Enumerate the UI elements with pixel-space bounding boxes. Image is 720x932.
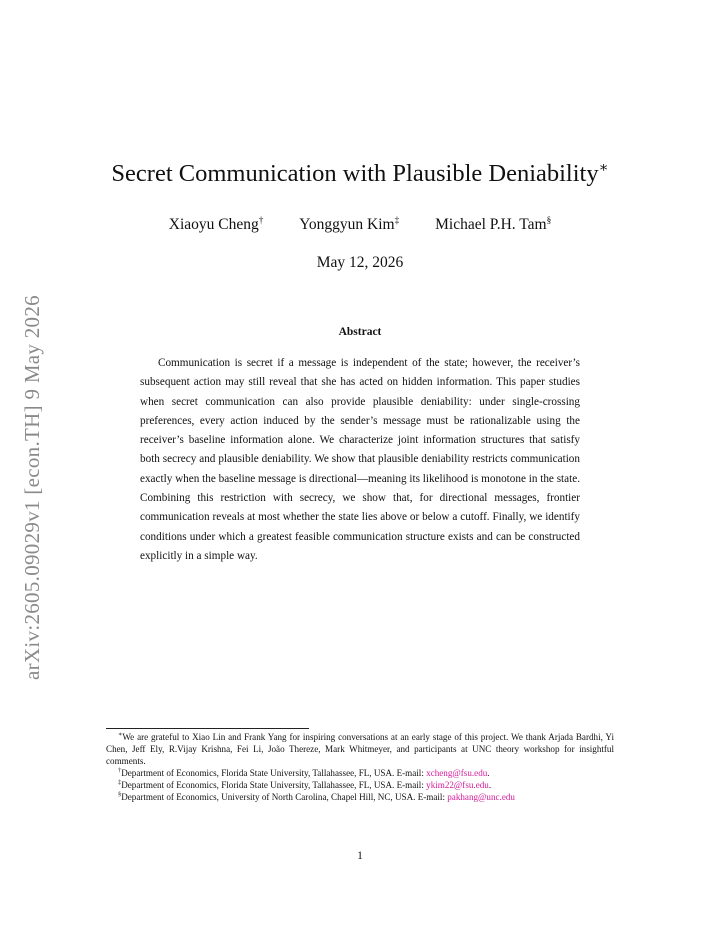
footnote-mark: ∗ <box>118 730 123 738</box>
paper-title <box>0 160 720 188</box>
arxiv-identifier: arXiv:2605.09029v1 [econ.TH] 9 May 2026 <box>20 295 44 680</box>
footnote-text: Department of Economics, Florida State University, Tallahassee, FL, USA. E-mail: <box>121 780 427 790</box>
footnote-mark: † <box>118 766 122 774</box>
author-footnote-mark: ‡ <box>394 215 400 226</box>
page-number: 1 <box>357 850 363 862</box>
footnote-end: . <box>487 768 490 778</box>
author-tam <box>435 216 551 233</box>
author-footnote-mark: † <box>258 215 264 226</box>
abstract-heading: Abstract <box>338 326 382 338</box>
author-name: Michael P.H. Tam <box>435 216 547 233</box>
email-link[interactable]: pakhang@unc.edu <box>447 792 515 802</box>
footnote-text: We are grateful to Xiao Lin and Frank Yang for inspiring conversations at an early stage of this project. We thank Arjada Bardhi, Yi Chen, Jeff Ely, R.Vijay Krishna, Fei Li, João Thereze, Mark Whitmeyer, and participants at UNC theory workshop for insightful comments. <box>106 732 614 766</box>
footnote-affiliation-cheng <box>106 767 614 779</box>
footnote-end: . <box>488 780 492 790</box>
author-kim <box>299 216 399 233</box>
footnotes <box>106 731 614 803</box>
title-footnote-mark: ∗ <box>598 159 609 176</box>
author-name: Xiaoyu Cheng <box>168 216 259 233</box>
email-link[interactable]: xcheng@fsu.edu <box>426 768 488 778</box>
footnote-affiliation-tam <box>106 791 614 803</box>
author-cheng <box>169 216 264 233</box>
abstract-body: Communication is secret if a message is independent of the state; however, the receiver’s subsequent action may still reveal that she has acted on hidden information. This paper studies when secret communication can also provide plausible deniability: under single-crossing preferences, every action induced by the sender’s message must be rationalizable using the receiver’s baseline information alone. We characterize joint information structures that satisfy both secrecy and plausible deniability. We show that plausible deniability restricts communication exactly when the baseline message is directional—meaning its likelihood is monotone in the state. Combining this restriction with secrecy, we show that, for directional messages, frontier communication reveals at most whether the state lies above or below a cutoff. Finally, we identify conditions under which a greatest feasible communication structure exists and can be constructed explicitly in a simple way. <box>140 357 580 562</box>
footnote-text: Department of Economics, University of North Carolina, Chapel Hill, NC, USA. E-mail: <box>121 792 448 802</box>
author-name: Yonggyun Kim <box>299 216 395 233</box>
footnote-text: Department of Economics, Florida State University, Tallahassee, FL, USA. E-mail: <box>121 768 427 778</box>
footnote-acknowledgment <box>106 731 614 767</box>
footnote-mark: ‡ <box>118 778 122 786</box>
footnote-mark: § <box>118 790 122 798</box>
author-footnote-mark: § <box>546 215 552 226</box>
paper-date: May 12, 2026 <box>316 254 404 271</box>
author-list <box>0 216 720 234</box>
email-link[interactable]: ykim22@fsu.edu <box>426 780 489 790</box>
title-text: Secret Communication with Plausible Deniability <box>111 160 599 187</box>
footnote-divider <box>106 728 309 729</box>
footnote-affiliation-kim <box>106 779 614 791</box>
